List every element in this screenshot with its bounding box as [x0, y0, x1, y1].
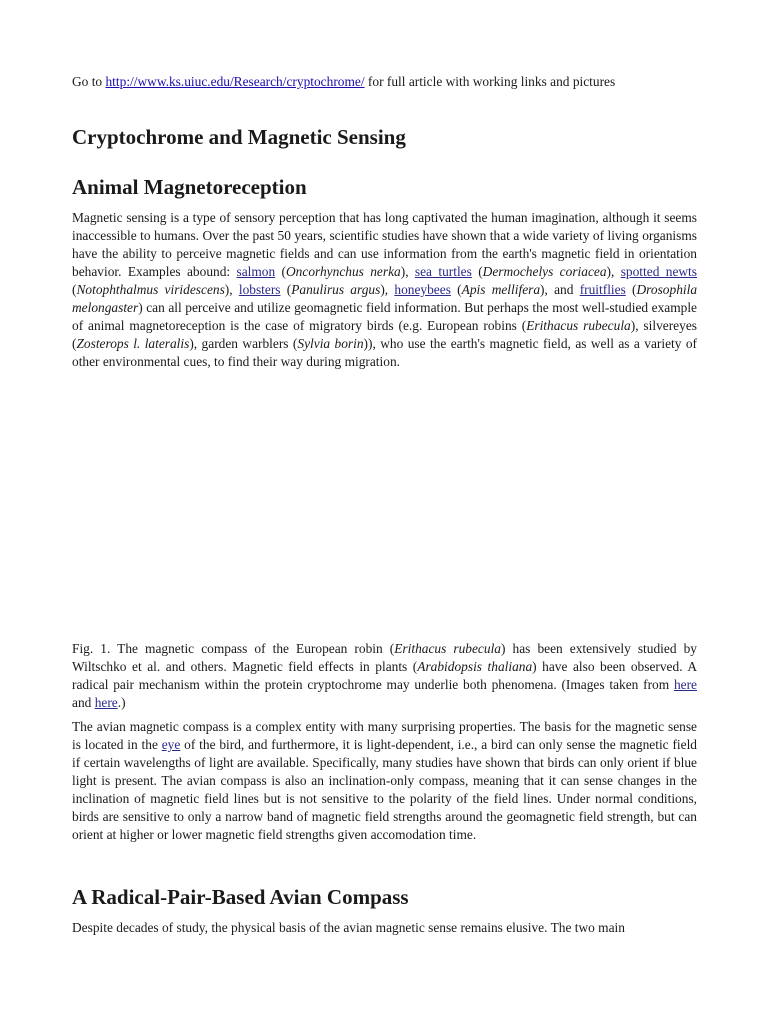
section-heading-radical-pair-compass: A Radical-Pair-Based Avian Compass — [72, 885, 409, 909]
link-image-source-2[interactable]: here — [94, 695, 118, 710]
text-run: ) have also been observed. A radical pair mechanism within the protein cryptochrome may underlie both phenomena. (Images taken from — [72, 659, 698, 692]
link-eye[interactable]: eye — [161, 737, 181, 752]
text-run: The avian magnetic compass is a complex entity with many surprising properties. The basis for the magnetic sense is located in the — [72, 719, 697, 752]
species-name: Apis mellifera — [461, 282, 541, 297]
species-name: Drosophila melongaster — [72, 282, 698, 315]
species-name: Erithacus rubecula — [526, 318, 631, 333]
text-run: ( — [471, 264, 483, 279]
paragraph-magnetoreception-intro — [72, 209, 697, 371]
link-lobsters[interactable]: lobsters — [238, 282, 281, 297]
species-name: Arabidopsis thaliana — [417, 659, 533, 674]
text-run: ( — [625, 282, 637, 297]
text-run: ), — [400, 264, 415, 279]
text-run: ) can all perceive and utilize geomagnetic field information. But perhaps the most well-studied example of animal magnetoreception is the case of migratory birds (e.g. European robins ( — [72, 300, 697, 333]
species-name: Sylvia borin — [297, 336, 364, 351]
text-run: ), — [606, 264, 621, 279]
species-name: Notophthalmus viridescens — [76, 282, 225, 297]
species-name: Erithacus rubecula — [394, 641, 501, 656]
text-run: ( — [275, 264, 287, 279]
text-run: ), — [380, 282, 395, 297]
paragraph-avian-compass — [72, 718, 697, 844]
figure-image-area — [72, 400, 697, 630]
species-name: Dermochelys coriacea — [482, 264, 607, 279]
text-run: )), who use the earth's magnetic field, as well as a variety of other environmental cues, to find their way during migration. — [72, 336, 698, 369]
text-run: .) — [117, 695, 126, 710]
page-title: Cryptochrome and Magnetic Sensing — [72, 125, 406, 149]
article-url-link[interactable]: http://www.ks.uiuc.edu/Research/cryptochrome/ — [105, 74, 365, 89]
link-spotted-newts[interactable]: spotted newts — [620, 264, 697, 279]
link-image-source-1[interactable]: here — [673, 677, 697, 692]
text-run: ( — [280, 282, 292, 297]
text-run: ), garden warblers ( — [189, 336, 298, 351]
link-sea-turtles[interactable]: sea turtles — [414, 264, 472, 279]
figure-caption — [72, 640, 697, 712]
intro-prefix: Go to — [72, 74, 106, 89]
link-salmon[interactable]: salmon — [236, 264, 276, 279]
section-heading-animal-magnetoreception: Animal Magnetoreception — [72, 175, 307, 199]
text-run: and — [72, 695, 95, 710]
paragraph-radical-pair-intro: Despite decades of study, the physical basis of the avian magnetic sense remains elusive. The two main — [72, 920, 625, 935]
intro-suffix: for full article with working links and pictures — [364, 74, 616, 89]
text-run: ( — [72, 282, 77, 297]
text-run: Magnetic sensing is a type of sensory perception that has long captivated the human imagination, although it seems inaccessible to humans. Over the past 50 years, scientific studies have shown that a wide variety of living organisms have the ability to perceive magnetic fields and can use information from the earth's magnetic field in orientation behavior. Examples abound: — [72, 210, 697, 279]
link-fruitflies[interactable]: fruitflies — [579, 282, 626, 297]
text-run: ), — [224, 282, 239, 297]
species-name: Panulirus argus — [291, 282, 381, 297]
text-run: ), silvereyes ( — [72, 318, 697, 351]
text-run: of the bird, and furthermore, it is light-dependent, i.e., a bird can only sense the magnetic field if certain wavelengths of light are available. Specifically, many studies have shown that birds can only orient if blue light is present. The avian compass is also an inclination-only compass, meaning that it can sense changes in the inclination of magnetic field lines but is not sensitive to the polarity of the field lines. Under normal conditions, birds are sensitive to only a narrow band of magnetic field strengths around the geomagnetic field strength, but can orient at higher or lower magnetic field strengths given accomodation time. — [72, 737, 697, 842]
species-name: Oncorhynchus nerka — [286, 264, 401, 279]
intro-line — [72, 73, 712, 91]
text-run: ( — [450, 282, 462, 297]
text-run: Fig. 1. The magnetic compass of the European robin ( — [72, 641, 395, 656]
link-honeybees[interactable]: honeybees — [394, 282, 451, 297]
species-name: Zosterops l. lateralis — [76, 336, 190, 351]
text-run: ) has been extensively studied by Wiltschko et al. and others. Magnetic field effects in plants ( — [72, 641, 697, 674]
text-run: ), and — [540, 282, 580, 297]
